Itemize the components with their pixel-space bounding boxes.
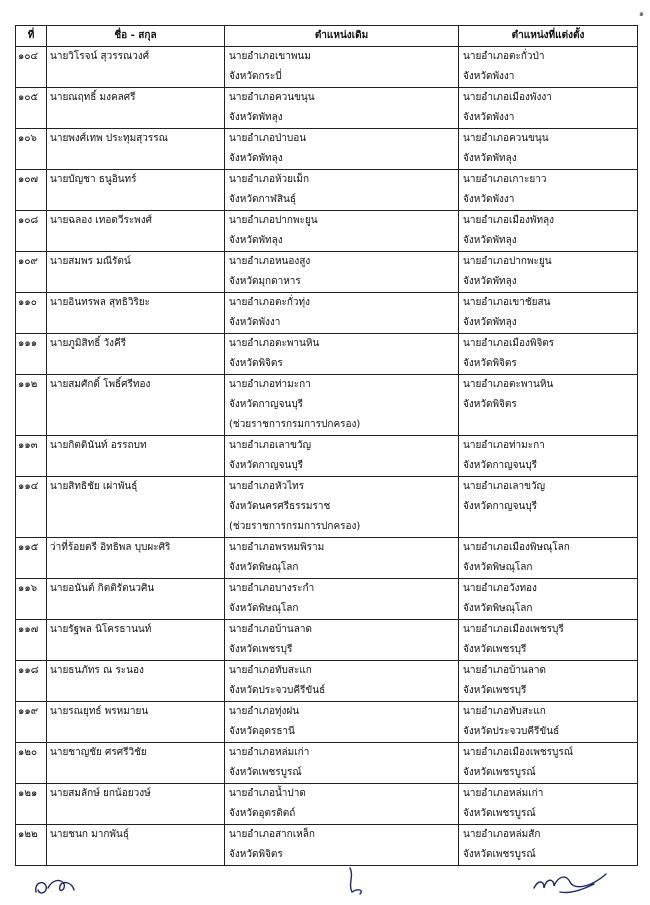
table-row (16, 47, 638, 88)
table-row (16, 293, 638, 334)
old-position (225, 477, 459, 538)
new-position (459, 620, 638, 661)
person-name: นายรณยุทธ์ พรหมายน (47, 702, 225, 743)
old-position-line: จังหวัดพัทลุง (229, 235, 283, 246)
header-no: ที่ (16, 26, 47, 47)
new-position-line: นายอำเภอเมืองพิษณุโลก (463, 542, 570, 553)
row-number: ๑๐๙ (16, 252, 47, 293)
old-position-line: นายอำเภอห้วยเม็ก (229, 174, 310, 185)
new-position (459, 47, 638, 88)
row-number: ๑๐๔ (16, 47, 47, 88)
old-position-line: นายอำเภอปากพะยูน (229, 215, 318, 226)
new-position-line: จังหวัดพัทลุง (463, 235, 517, 246)
table-row (16, 334, 638, 375)
new-position-line: จังหวัดพิษณุโลก (463, 562, 533, 573)
new-position-line: จังหวัดพัทลุง (463, 317, 517, 328)
row-number: ๑๑๑ (16, 334, 47, 375)
old-position-line: นายอำเภอทับสะแก (229, 665, 312, 676)
old-position (225, 129, 459, 170)
old-position-line: จังหวัดประจวบคีรีขันธ์ (229, 685, 326, 696)
new-position-line: นายอำเภอหล่มเก่า (463, 788, 544, 799)
row-number: ๑๑๖ (16, 579, 47, 620)
new-position-line: จังหวัดพิจิตร (463, 358, 517, 369)
old-position-line: จังหวัดกาฬสินธุ์ (229, 194, 296, 205)
new-position (459, 170, 638, 211)
new-position-line: นายอำเภอเมืองเพชรบุรี (463, 624, 564, 635)
old-position-line: จังหวัดกาญจนบุรี (229, 399, 304, 410)
old-position-line: จังหวัดพิษณุโลก (229, 603, 299, 614)
person-name: นายสมพร มณีรัตน์ (47, 252, 225, 293)
person-name: นายรัฐพล นิโครธานนท์ (47, 620, 225, 661)
old-position-line: จังหวัดกาญจนบุรี (229, 460, 304, 471)
old-position-line: จังหวัดพัทลุง (229, 153, 283, 164)
person-name: นายธนภัทร ณ ระนอง (47, 661, 225, 702)
new-position (459, 375, 638, 436)
row-number: ๑๑๗ (16, 620, 47, 661)
old-position (225, 538, 459, 579)
new-position-line: จังหวัดประจวบคีรีขันธ์ (463, 726, 560, 737)
old-position (225, 375, 459, 436)
person-name: นายอนันต์ กิตติรัตนวศิน (47, 579, 225, 620)
new-position-line: จังหวัดเพชรบูรณ์ (463, 808, 536, 819)
old-position-line: จังหวัดเพชรบุรี (229, 644, 293, 655)
new-position (459, 538, 638, 579)
new-position-line: นายอำเภอท่ามะกา (463, 440, 545, 451)
old-position (225, 825, 459, 866)
row-number: ๑๑๔ (16, 477, 47, 538)
old-position-line: นายอำเภอสากเหล็ก (229, 829, 315, 840)
person-name: นายพงศ์เทพ ประทุมสุวรรณ (47, 129, 225, 170)
new-position-line: จังหวัดพังงา (463, 112, 515, 123)
old-position (225, 334, 459, 375)
row-number: ๑๑๕ (16, 538, 47, 579)
old-position-line: นายอำเภอป่าบอน (229, 133, 307, 144)
person-name: นายกิตตินันท์ อรรถบท (47, 436, 225, 477)
new-position (459, 88, 638, 129)
new-position (459, 477, 638, 538)
old-position-line: นายอำเภอหล่มเก่า (229, 747, 310, 758)
table-row (16, 825, 638, 866)
old-position-line: นายอำเภอน้ำปาด (229, 788, 306, 799)
new-position-line: จังหวัดพิจิตร (463, 399, 517, 410)
table-row (16, 88, 638, 129)
old-position-line: นายอำเภอตะกั่วทุ่ง (229, 297, 310, 308)
table-row (16, 620, 638, 661)
old-position-line: นายอำเภอหนองสูง (229, 256, 311, 267)
old-position-line: นายอำเภอเลาขวัญ (229, 440, 312, 451)
new-position (459, 211, 638, 252)
person-name: นายบัญชา ธนูอินทร์ (47, 170, 225, 211)
new-position-line: นายอำเภอทับสะแก (463, 706, 546, 717)
old-position-line: (ช่วยราชการกรมการปกครอง) (229, 521, 361, 532)
table-row (16, 702, 638, 743)
person-name: นายณฤทธิ์ มงคลศรี (47, 88, 225, 129)
person-name: ว่าที่ร้อยตรี อิทธิพล บุบผะศิริ (47, 538, 225, 579)
new-position-line: นายอำเภอเมืองพังงา (463, 92, 552, 103)
person-name: นายสมลักษ์ ยกน้อยวงษ์ (47, 784, 225, 825)
old-position (225, 293, 459, 334)
row-number: ๑๑๓ (16, 436, 47, 477)
table-body (16, 47, 638, 866)
old-position (225, 436, 459, 477)
new-position-line: จังหวัดเพชรบุรี (463, 685, 527, 696)
new-position-line: จังหวัดเพชรบุรี (463, 644, 527, 655)
row-number: ๑๑๘ (16, 661, 47, 702)
old-position-line: จังหวัดมุกดาหาร (229, 276, 301, 287)
new-position (459, 293, 638, 334)
new-position-line: นายอำเภอตะกั่วป่า (463, 51, 545, 62)
table-row (16, 477, 638, 538)
old-position-line: จังหวัดพิษณุโลก (229, 562, 299, 573)
new-position (459, 436, 638, 477)
table-row (16, 784, 638, 825)
signature-left (30, 872, 80, 900)
table-row (16, 436, 638, 477)
row-number: ๑๐๗ (16, 170, 47, 211)
old-position (225, 170, 459, 211)
old-position (225, 252, 459, 293)
old-position-line: (ช่วยราชการกรมการปกครอง) (229, 419, 361, 430)
old-position-line: จังหวัดอุดรธานี (229, 726, 295, 737)
person-name: นายชนก มากพันธุ์ (47, 825, 225, 866)
new-position (459, 252, 638, 293)
old-position-line: นายอำเภอทุ่งฝน (229, 706, 300, 717)
table-header-row (16, 26, 638, 47)
new-position-line: นายอำเภอควนขนุน (463, 133, 549, 144)
old-position (225, 88, 459, 129)
new-position (459, 661, 638, 702)
new-position (459, 129, 638, 170)
new-position (459, 334, 638, 375)
new-position-line: นายอำเภอเมืองพิจิตร (463, 338, 555, 349)
new-position (459, 825, 638, 866)
new-position-line: นายอำเภอเกาะยาว (463, 174, 547, 185)
new-position-line: นายอำเภอบ้านลาด (463, 665, 546, 676)
row-number: ๑๑๒ (16, 375, 47, 436)
appointment-table (15, 25, 638, 866)
old-position (225, 211, 459, 252)
new-position-line: นายอำเภอปากพะยูน (463, 256, 552, 267)
old-position-line: จังหวัดนครศรีธรรมราช (229, 501, 331, 512)
new-position (459, 743, 638, 784)
new-position-line: จังหวัดกาญจนบุรี (463, 501, 538, 512)
person-name: นายฉลอง เทอดวีระพงศ์ (47, 211, 225, 252)
new-position-line: นายอำเภอวังทอง (463, 583, 537, 594)
old-position (225, 661, 459, 702)
person-name: นายวิโรจน์ สุวรรณวงศ์ (47, 47, 225, 88)
new-position-line: นายอำเภอเลาขวัญ (463, 481, 546, 492)
table-row (16, 579, 638, 620)
old-position (225, 784, 459, 825)
old-position-line: นายอำเภอท่ามะกา (229, 379, 311, 390)
new-position-line: จังหวัดพังงา (463, 71, 515, 82)
new-position-line: จังหวัดพัทลุง (463, 276, 517, 287)
new-position-line: จังหวัดเพชรบูรณ์ (463, 849, 536, 860)
old-position-line: นายอำเภอพรหมพิราม (229, 542, 325, 553)
new-position-line: นายอำเภอเมืองพัทลุง (463, 215, 555, 226)
new-position (459, 702, 638, 743)
old-position-line: จังหวัดกระบี่ (229, 71, 282, 82)
row-number: ๑๐๕ (16, 88, 47, 129)
signature-right (530, 866, 610, 898)
old-position-line: จังหวัดอุตรดิตถ์ (229, 808, 296, 819)
new-position-line: นายอำเภอหล่มสัก (463, 829, 541, 840)
new-position-line: จังหวัดกาญจนบุรี (463, 460, 538, 471)
person-name: นายสมศักดิ์ โพธิ์ศรีทอง (47, 375, 225, 436)
header-old-position: ตำแหน่งเดิม (225, 26, 459, 47)
old-position-line: จังหวัดเพชรบูรณ์ (229, 767, 302, 778)
old-position-line: นายอำเภอควนขนุน (229, 92, 315, 103)
table-row (16, 661, 638, 702)
table-row (16, 211, 638, 252)
row-number: ๑๑๐ (16, 293, 47, 334)
new-position-line: จังหวัดพังงา (463, 194, 515, 205)
person-name: นายชาญชัย ศรศรีวิชัย (47, 743, 225, 784)
person-name: นายอินทรพล สุทธิวิริยะ (47, 293, 225, 334)
new-position-line: นายอำเภอเขาชัยสน (463, 297, 551, 308)
old-position (225, 620, 459, 661)
new-position-line: นายอำเภอตะพานหิน (463, 379, 554, 390)
new-position-line: จังหวัดพิษณุโลก (463, 603, 533, 614)
new-position (459, 784, 638, 825)
old-position-line: นายอำเภอบ้านลาด (229, 624, 312, 635)
table-row (16, 375, 638, 436)
new-position (459, 579, 638, 620)
old-position (225, 743, 459, 784)
old-position-line: นายอำเภอบางระกำ (229, 583, 315, 594)
row-number: ๑๒๑ (16, 784, 47, 825)
table-row (16, 538, 638, 579)
old-position (225, 579, 459, 620)
row-number: ๑๑๙ (16, 702, 47, 743)
new-position-line: นายอำเภอเมืองเพชรบูรณ์ (463, 747, 574, 758)
old-position-line: จังหวัดพังงา (229, 317, 281, 328)
header-name: ชื่อ - สกุล (47, 26, 225, 47)
old-position-line: จังหวัดพัทลุง (229, 112, 283, 123)
table-row (16, 129, 638, 170)
person-name: นายสิทธิชัย เผ่าพันธุ์ (47, 477, 225, 538)
old-position-line: นายอำเภอเขาพนม (229, 51, 311, 62)
table-row (16, 170, 638, 211)
table-row (16, 252, 638, 293)
old-position (225, 47, 459, 88)
header-new-position: ตำแหน่งที่แต่งตั้ง (459, 26, 638, 47)
row-number: ๑๐๘ (16, 211, 47, 252)
old-position-line: นายอำเภอหัวไทร (229, 481, 305, 492)
new-position-line: จังหวัดเพชรบูรณ์ (463, 767, 536, 778)
old-position-line: จังหวัดพิจิตร (229, 849, 283, 860)
new-position-line: จังหวัดพัทลุง (463, 153, 517, 164)
row-number: ๑๐๖ (16, 129, 47, 170)
signature-middle (340, 862, 370, 898)
page-number: ๑ (638, 9, 644, 18)
old-position-line: จังหวัดพิจิตร (229, 358, 283, 369)
old-position-line: นายอำเภอตะพานหิน (229, 338, 320, 349)
old-position (225, 702, 459, 743)
row-number: ๑๒๐ (16, 743, 47, 784)
row-number: ๑๒๒ (16, 825, 47, 866)
table-row (16, 743, 638, 784)
person-name: นายภูมิสิทธิ์ วังคีรี (47, 334, 225, 375)
